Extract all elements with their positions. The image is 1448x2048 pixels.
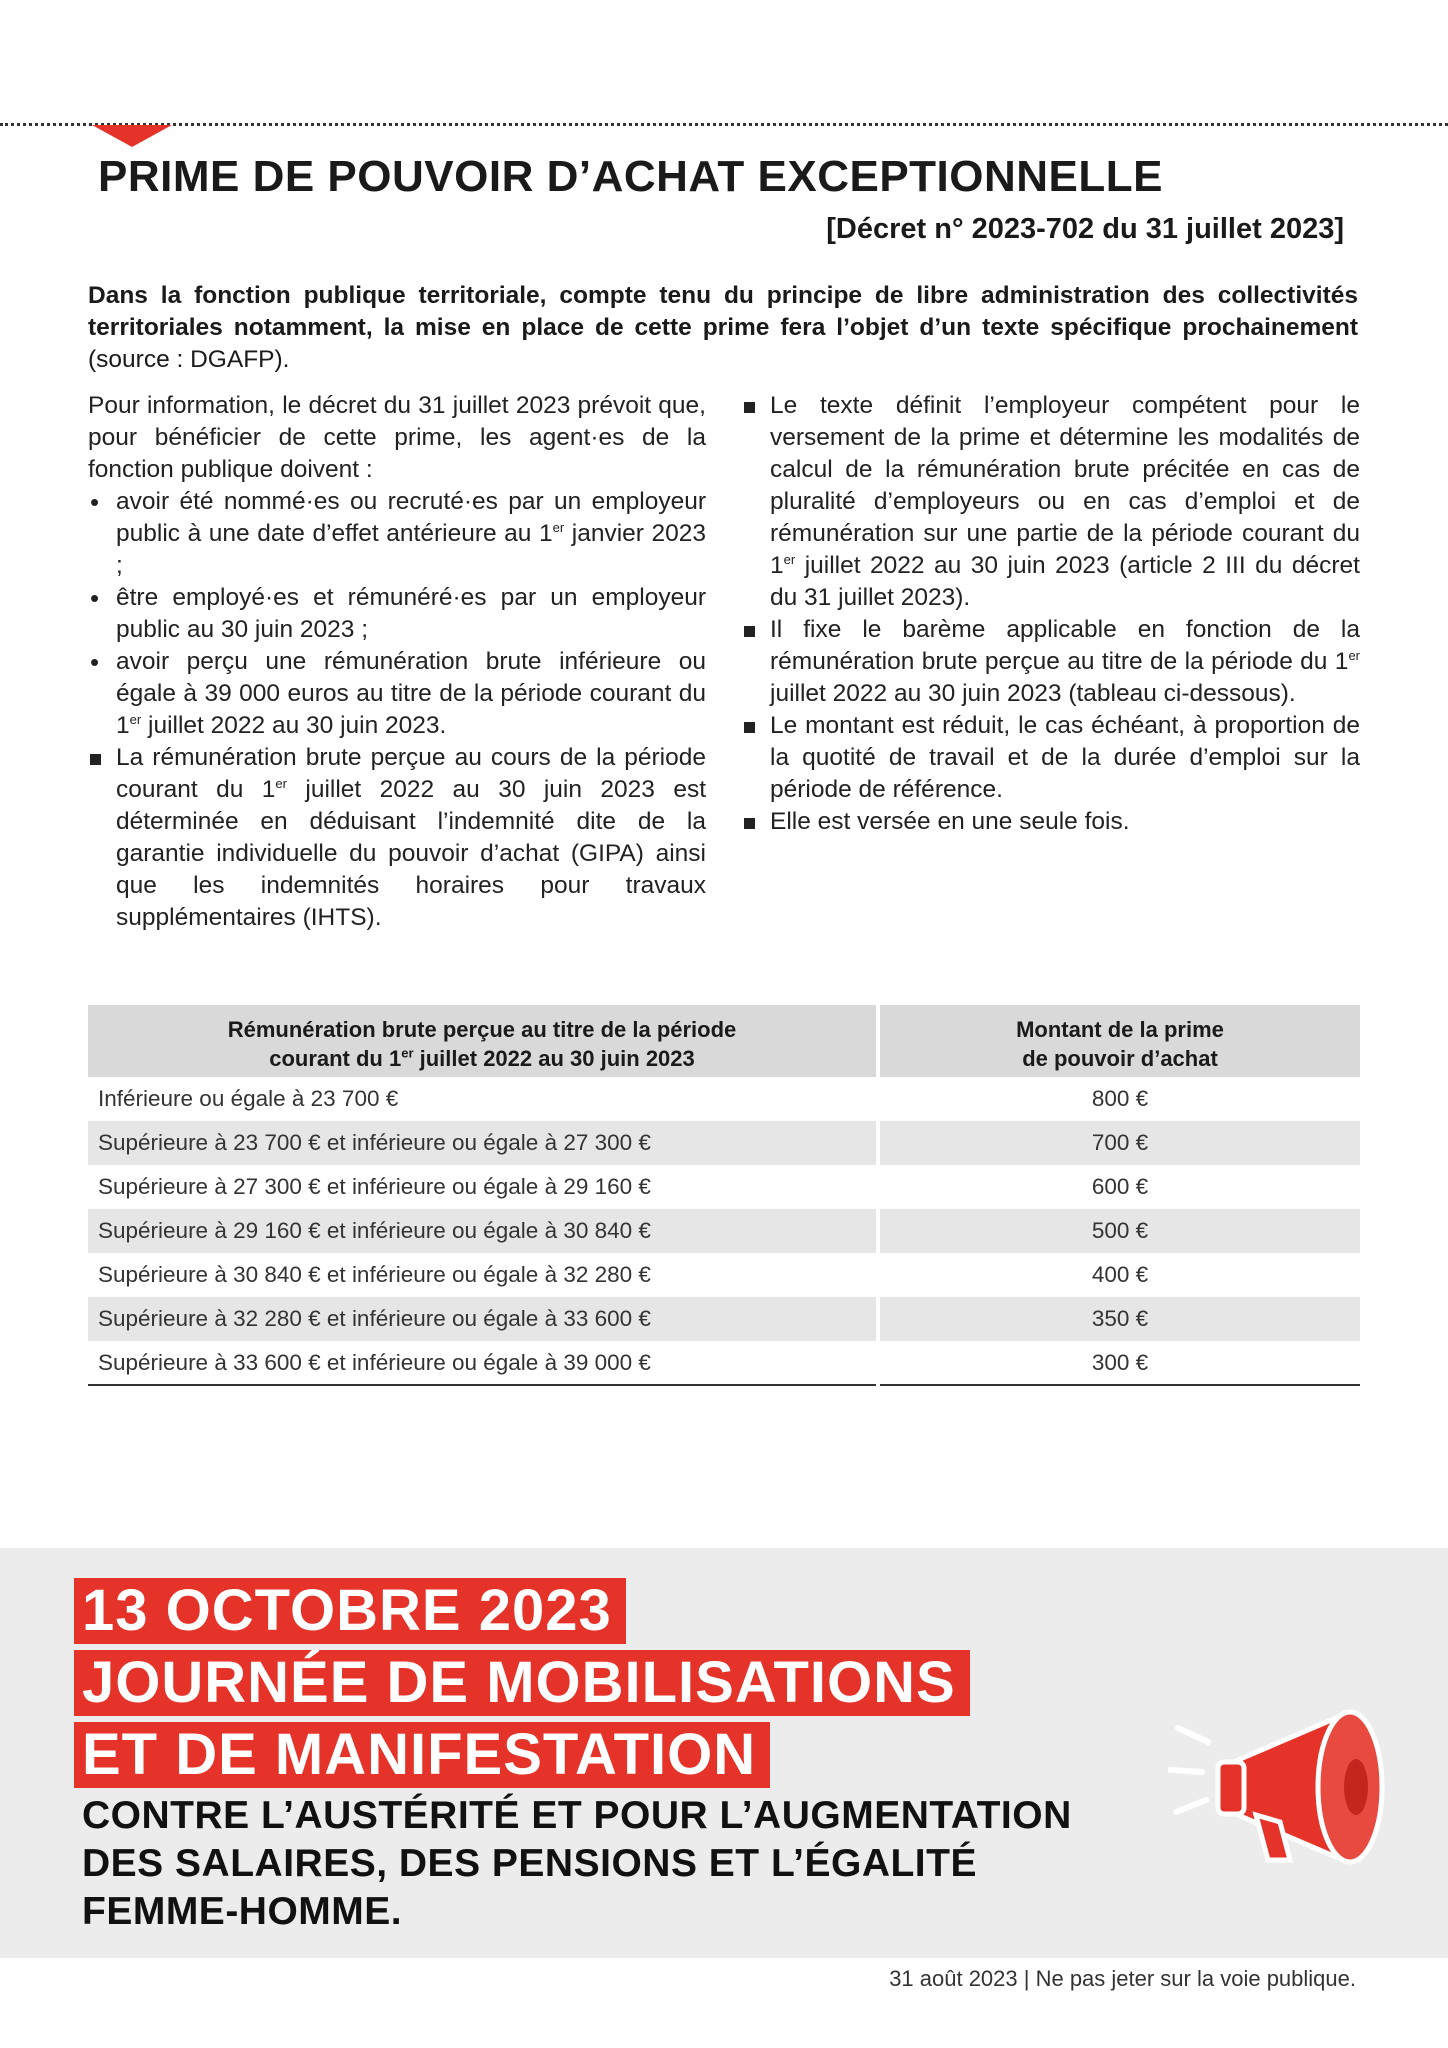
table-header-row xyxy=(88,1005,1360,1077)
range-cell: Supérieure à 32 280 € et inférieure ou égale à 33 600 € xyxy=(88,1297,878,1341)
list-item xyxy=(88,486,706,582)
left-list xyxy=(88,486,706,934)
intro-source: (source : DGAFP). xyxy=(88,346,290,373)
header-text: de pouvoir d’achat xyxy=(1022,1046,1218,1071)
list-item-text: juillet 2022 au 30 juin 2023 est déterminée en déduisant l’indemnité dite de la garantie individuelle du pouvoir d’achat (GIPA) ainsi que les indemnités horaires pour travaux supplémentaires (IHTS). xyxy=(116,776,706,931)
footer-note: 31 août 2023 | Ne pas jeter sur la voie publique. xyxy=(889,1966,1356,1991)
superscript: er xyxy=(552,519,565,535)
list-item-text: juillet 2022 au 30 juin 2023 (article 2 III du décret du 31 juillet 2023). xyxy=(770,552,1360,611)
banner-date-headline: 13 OCTOBRE 2023 xyxy=(74,1578,626,1644)
bonus-scale-table xyxy=(88,1005,1360,1386)
decree-reference: [Décret n° 2023-702 du 31 juillet 2023] xyxy=(826,213,1344,245)
intro-paragraph xyxy=(88,280,1358,376)
banner-subtitle-line: FEMME-HOMME. xyxy=(82,1890,403,1933)
left-lead: Pour information, le décret du 31 juillet 2023 prévoit que, pour bénéficier de cette prime, les agent·es de la fonction publique doivent : xyxy=(88,392,706,483)
list-item-text: Il fixe le barème applicable en fonction de la rémunération brute perçue au titre de la période du 1 xyxy=(770,616,1360,675)
amount-cell: 300 € xyxy=(878,1341,1360,1385)
list-item-text: Elle est versée en une seule fois. xyxy=(770,808,1130,835)
superscript: er xyxy=(1348,647,1360,663)
amount-cell: 600 € xyxy=(1091,1174,1149,1199)
table-row xyxy=(88,1297,1360,1341)
range-cell: Inférieure ou égale à 23 700 € xyxy=(88,1077,878,1121)
superscript: er xyxy=(129,711,142,727)
column-header-remuneration xyxy=(88,1005,878,1077)
superscript: er xyxy=(275,775,287,791)
intro-bold: Dans la fonction publique territoriale, compte tenu du principe de libre administration des collectivités territoriales notamment, la mise en place de cette prime fera l’objet d’un texte spécifique prochainement xyxy=(88,282,1358,341)
header-text: Rémunération brute perçue au titre de la période xyxy=(227,1017,737,1042)
left-column xyxy=(88,390,706,934)
banner-subtitle-line: CONTRE L’AUSTÉRITÉ ET POUR L’AUGMENTATION xyxy=(82,1794,1072,1837)
table-row xyxy=(88,1121,1360,1165)
list-item-text: avoir perçu une rémunération brute inférieure ou égale à 39 000 euros au titre de la période courant du 1 xyxy=(116,648,706,739)
table-row xyxy=(88,1209,1360,1253)
list-item-text: janvier 2023 ; xyxy=(116,520,706,579)
amount-cell: 700 € xyxy=(878,1121,1360,1165)
list-item xyxy=(742,614,1360,710)
list-item-text: juillet 2022 au 30 juin 2023. xyxy=(141,712,447,739)
list-item-text: être employé·es et rémunéré·es par un employeur public au 30 juin 2023 ; xyxy=(116,584,706,643)
banner-subtitle xyxy=(82,1792,1072,1936)
right-column xyxy=(742,390,1360,838)
table-row xyxy=(88,1253,1360,1297)
column-header-amount xyxy=(878,1005,1360,1077)
top-dotted-rule xyxy=(0,123,1448,126)
superscript: er xyxy=(783,551,796,567)
range-cell: Supérieure à 23 700 € et inférieure ou égale à 27 300 € xyxy=(88,1121,878,1165)
list-item xyxy=(742,710,1360,806)
amount-cell: 400 € xyxy=(1091,1262,1149,1287)
list-item-text: avoir été nommé·es ou recruté·es par un employeur public à une date d’effet antérieure au 1 xyxy=(116,488,706,547)
list-item xyxy=(88,646,706,742)
superscript: er xyxy=(401,1045,414,1061)
range-cell: Supérieure à 29 160 € et inférieure ou égale à 30 840 € xyxy=(88,1209,878,1253)
banner-headline-line2: JOURNÉE DE MOBILISATIONS xyxy=(74,1650,970,1716)
list-item-text: Le montant est réduit, le cas échéant, à proportion de la quotité de travail et de la durée d’emploi sur la période de référence. xyxy=(770,712,1360,803)
banner-subtitle-line: DES SALAIRES, DES PENSIONS ET L’ÉGALITÉ xyxy=(82,1842,977,1885)
range-cell: Supérieure à 33 600 € et inférieure ou égale à 39 000 € xyxy=(88,1341,878,1385)
table-row xyxy=(88,1341,1360,1385)
table-row xyxy=(88,1165,1360,1209)
amount-cell: 350 € xyxy=(878,1297,1360,1341)
range-cell: Supérieure à 30 840 € et inférieure ou égale à 32 280 € xyxy=(88,1253,878,1297)
list-item xyxy=(742,390,1360,614)
amount-cell: 800 € xyxy=(1091,1086,1149,1111)
amount-cell: 500 € xyxy=(878,1209,1360,1253)
header-text: juillet 2022 au 30 juin 2023 xyxy=(413,1046,695,1071)
list-item xyxy=(88,582,706,646)
banner-headline-line3: ET DE MANIFESTATION xyxy=(74,1722,770,1788)
list-item xyxy=(742,806,1360,838)
list-item xyxy=(88,742,706,934)
header-text: courant du 1 xyxy=(269,1046,402,1071)
list-item-text: La rémunération brute perçue au cours de la période courant du 1 xyxy=(116,744,706,803)
red-tab-marker xyxy=(92,125,172,147)
table-row xyxy=(88,1077,1360,1121)
page-title: PRIME DE POUVOIR D’ACHAT EXCEPTIONNELLE xyxy=(98,152,1163,201)
right-list xyxy=(742,390,1360,838)
range-cell: Supérieure à 27 300 € et inférieure ou égale à 29 160 € xyxy=(88,1165,878,1209)
list-item-text: Le texte définit l’employeur compétent pour le versement de la prime et détermine les modalités de calcul de la rémunération brute précitée en cas de pluralité d’employeurs ou en cas d’emploi et de rémunération sur une partie de la période courant du 1 xyxy=(770,392,1360,579)
header-text: Montant de la prime xyxy=(1016,1017,1224,1042)
megaphone-icon xyxy=(1168,1690,1428,1880)
list-item-text: juillet 2022 au 30 juin 2023 (tableau ci-dessous). xyxy=(770,680,1296,707)
